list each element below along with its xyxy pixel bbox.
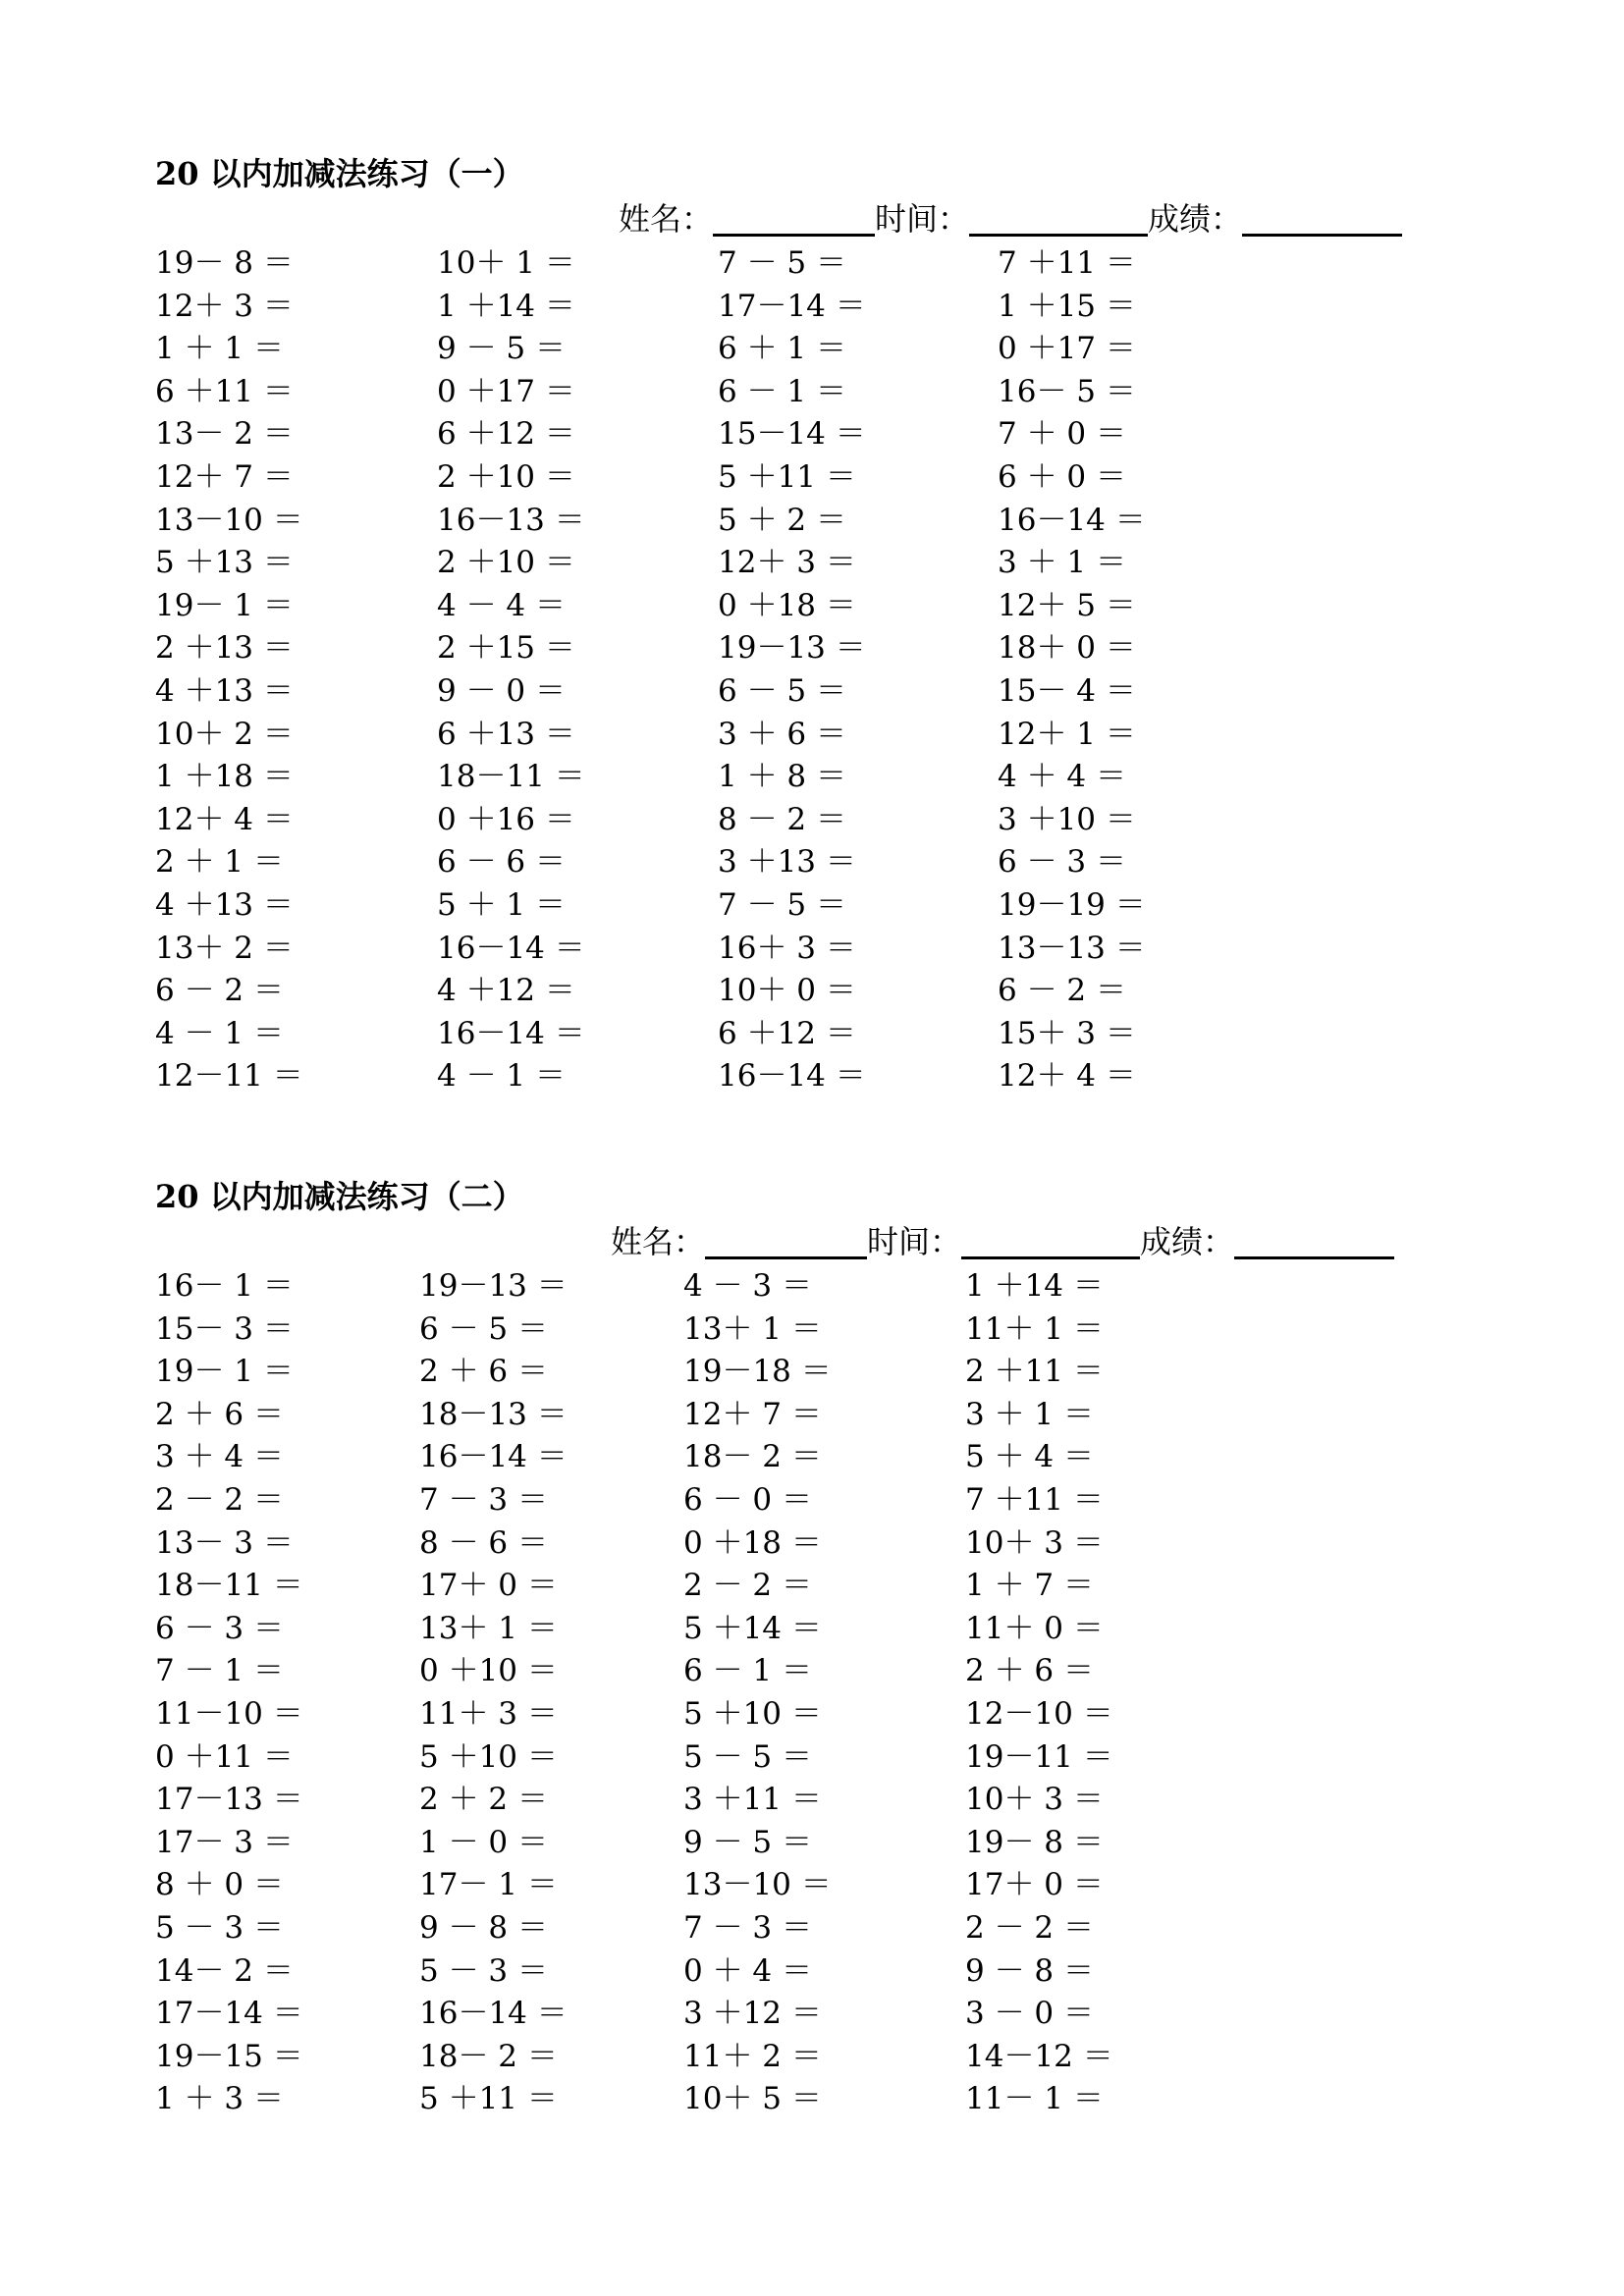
problem-row: [0, 627, 1624, 670]
score-blank[interactable]: [1234, 1223, 1394, 1259]
math-problem: 10＋ 3 ＝: [965, 1524, 1104, 1561]
math-problem: 1 ＋14 ＝: [965, 1268, 1104, 1304]
math-problem: 6 － 1 ＝: [718, 373, 847, 409]
math-problem: 13－10 ＝: [155, 502, 303, 538]
math-problem: 7 － 1 ＝: [155, 1653, 285, 1689]
math-problem: 4 － 4 ＝: [437, 587, 567, 623]
math-problem: 11＋ 3 ＝: [419, 1695, 558, 1732]
problem-row: [0, 1993, 1624, 2036]
math-problem: 16－ 5 ＝: [998, 373, 1136, 409]
problem-row: [0, 542, 1624, 585]
math-problem: 17＋ 0 ＝: [419, 1568, 558, 1604]
math-problem: 16－ 1 ＝: [155, 1268, 294, 1304]
math-problem: 2 － 2 ＝: [155, 1481, 285, 1518]
math-problem: 5 ＋13 ＝: [155, 545, 294, 581]
math-problem: 4 ＋ 4 ＝: [998, 759, 1127, 795]
math-problem: 16－14 ＝: [437, 930, 585, 966]
math-problem: 5 － 3 ＝: [419, 1952, 549, 1989]
math-problem: 1 ＋14 ＝: [437, 288, 575, 324]
math-problem: 6 ＋12 ＝: [437, 416, 575, 453]
math-problem: 3 － 0 ＝: [965, 1996, 1095, 2032]
problem-row: [0, 585, 1624, 628]
problem-row: [0, 1308, 1624, 1352]
problem-row: [0, 1736, 1624, 1780]
math-problem: 1 ＋ 1 ＝: [155, 331, 285, 367]
math-problem: 0 ＋17 ＝: [437, 373, 575, 409]
math-problem: 16－14 ＝: [419, 1996, 568, 2032]
time-blank[interactable]: [961, 1223, 1140, 1259]
problem-row: [0, 1394, 1624, 1437]
problem-row: [0, 714, 1624, 757]
math-problem: 7 － 3 ＝: [419, 1481, 549, 1518]
math-problem: 12＋ 4 ＝: [155, 801, 294, 837]
math-problem: 8 － 6 ＝: [419, 1524, 549, 1561]
math-problem: 13－ 2 ＝: [155, 416, 294, 453]
math-problem: 14－ 2 ＝: [155, 1952, 294, 1989]
math-problem: 3 ＋ 6 ＝: [718, 716, 847, 752]
math-problem: 8 － 2 ＝: [718, 801, 847, 837]
score-blank[interactable]: [1242, 200, 1402, 237]
math-problem: 15－ 3 ＝: [155, 1310, 294, 1347]
problem-grid: [0, 242, 1624, 1098]
math-problem: 1 － 0 ＝: [419, 1824, 549, 1860]
math-problem: 9 － 5 ＝: [437, 331, 567, 367]
math-problem: 7 ＋ 0 ＝: [998, 416, 1127, 453]
math-problem: 6 － 1 ＝: [683, 1653, 813, 1689]
math-problem: 10＋ 0 ＝: [718, 973, 856, 1009]
math-problem: 7 ＋11 ＝: [998, 245, 1136, 281]
math-problem: 18－ 2 ＝: [419, 2038, 558, 2074]
math-problem: 0 ＋11 ＝: [155, 1738, 294, 1775]
math-problem: 0 ＋17 ＝: [998, 331, 1136, 367]
name-blank[interactable]: [713, 200, 875, 237]
time-label: 时间：: [875, 200, 970, 238]
math-problem: 17－14 ＝: [718, 288, 866, 324]
math-problem: 3 ＋ 4 ＝: [155, 1439, 285, 1475]
math-problem: 15－14 ＝: [718, 416, 866, 453]
math-problem: 13＋ 1 ＝: [683, 1310, 822, 1347]
math-problem: 5 ＋14 ＝: [683, 1610, 822, 1646]
math-problem: 5 － 5 ＝: [683, 1738, 813, 1775]
math-problem: 19－11 ＝: [965, 1738, 1113, 1775]
math-problem: 4 － 1 ＝: [155, 1015, 285, 1051]
math-problem: 18－ 2 ＝: [683, 1439, 822, 1475]
problem-row: [0, 841, 1624, 884]
math-problem: 9 － 8 ＝: [419, 1909, 549, 1946]
math-problem: 18－13 ＝: [419, 1396, 568, 1432]
score-label: 成绩：: [1148, 200, 1243, 238]
math-problem: 17－13 ＝: [155, 1782, 303, 1818]
math-problem: 3 ＋ 1 ＝: [998, 545, 1127, 581]
problem-row: [0, 1055, 1624, 1098]
math-problem: 17＋ 0 ＝: [965, 1867, 1104, 1903]
problem-row: [0, 1522, 1624, 1566]
math-problem: 0 ＋10 ＝: [419, 1653, 558, 1689]
problem-row: [0, 456, 1624, 500]
problem-row: [0, 1436, 1624, 1479]
problem-row: [0, 1693, 1624, 1736]
math-problem: 7 ＋11 ＝: [965, 1481, 1104, 1518]
problem-row: [0, 1907, 1624, 1950]
math-problem: 16－13 ＝: [437, 502, 585, 538]
math-problem: 0 ＋18 ＝: [718, 587, 856, 623]
problem-row: [0, 670, 1624, 714]
score-label: 成绩：: [1140, 1223, 1235, 1260]
math-problem: 5 ＋11 ＝: [718, 458, 856, 495]
math-problem: 5 ＋ 4 ＝: [965, 1439, 1095, 1475]
math-problem: 19－13 ＝: [419, 1268, 568, 1304]
problem-row: [0, 2036, 1624, 2079]
problem-row: [0, 884, 1624, 928]
math-problem: 4 － 1 ＝: [437, 1058, 567, 1095]
math-problem: 17－ 3 ＝: [155, 1824, 294, 1860]
math-problem: 6 － 5 ＝: [718, 672, 847, 709]
math-problem: 16－14 ＝: [718, 1058, 866, 1095]
math-problem: 2 ＋15 ＝: [437, 630, 575, 667]
problem-row: [0, 1608, 1624, 1651]
problem-row: [0, 371, 1624, 414]
problem-row: [0, 756, 1624, 799]
name-label: 姓名：: [619, 200, 714, 238]
math-problem: 19－18 ＝: [683, 1354, 832, 1390]
problem-row: [0, 242, 1624, 286]
math-problem: 2 ＋ 6 ＝: [419, 1354, 549, 1390]
math-problem: 1 ＋15 ＝: [998, 288, 1136, 324]
math-problem: 11－ 1 ＝: [965, 2081, 1104, 2117]
math-problem: 12＋ 5 ＝: [998, 587, 1136, 623]
math-problem: 13－13 ＝: [998, 930, 1146, 966]
problem-grid: [0, 1265, 1624, 2121]
problem-row: [0, 1013, 1624, 1056]
math-problem: 16－14 ＝: [437, 1015, 585, 1051]
math-problem: 5 ＋ 1 ＝: [437, 886, 567, 923]
math-problem: 9 － 5 ＝: [683, 1824, 813, 1860]
math-problem: 2 ＋11 ＝: [965, 1354, 1104, 1390]
math-problem: 14－12 ＝: [965, 2038, 1113, 2074]
math-problem: 3 ＋ 1 ＝: [965, 1396, 1095, 1432]
math-problem: 19－13 ＝: [718, 630, 866, 667]
math-problem: 2 ＋10 ＝: [437, 458, 575, 495]
problem-row: [0, 413, 1624, 456]
math-problem: 6 － 2 ＝: [998, 973, 1127, 1009]
math-problem: 6 － 2 ＝: [155, 973, 285, 1009]
math-problem: 15－ 4 ＝: [998, 672, 1136, 709]
math-problem: 11＋ 2 ＝: [683, 2038, 822, 2074]
math-problem: 11＋ 0 ＝: [965, 1610, 1104, 1646]
math-problem: 4 ＋13 ＝: [155, 672, 294, 709]
math-problem: 2 － 2 ＝: [965, 1909, 1095, 1946]
problem-row: [0, 1351, 1624, 1394]
math-problem: 10＋ 1 ＝: [437, 245, 575, 281]
problem-row: [0, 1479, 1624, 1522]
math-problem: 17－14 ＝: [155, 1996, 303, 2032]
math-problem: 10＋ 3 ＝: [965, 1782, 1104, 1818]
math-problem: 2 ＋ 2 ＝: [419, 1782, 549, 1818]
math-problem: 7 － 3 ＝: [683, 1909, 813, 1946]
problem-row: [0, 1265, 1624, 1308]
math-problem: 2 － 2 ＝: [683, 1568, 813, 1604]
math-problem: 12＋ 3 ＝: [718, 545, 856, 581]
problem-row: [0, 970, 1624, 1013]
math-problem: 16－14 ＝: [998, 502, 1146, 538]
math-problem: 3 ＋10 ＝: [998, 801, 1136, 837]
math-problem: 12－11 ＝: [155, 1058, 303, 1095]
math-problem: 0 ＋ 4 ＝: [683, 1952, 813, 1989]
problem-row: [0, 328, 1624, 371]
time-blank[interactable]: [969, 200, 1148, 237]
math-problem: 6 － 3 ＝: [998, 844, 1127, 881]
math-problem: 6 ＋11 ＝: [155, 373, 294, 409]
time-label: 时间：: [867, 1223, 962, 1260]
math-problem: 12＋ 7 ＝: [155, 458, 294, 495]
math-problem: 4 － 3 ＝: [683, 1268, 813, 1304]
math-problem: 18－11 ＝: [155, 1568, 303, 1604]
math-problem: 6 ＋ 1 ＝: [718, 331, 847, 367]
math-problem: 0 ＋16 ＝: [437, 801, 575, 837]
math-problem: 12＋ 1 ＝: [998, 716, 1136, 752]
math-problem: 6 － 3 ＝: [155, 1610, 285, 1646]
problem-row: [0, 1565, 1624, 1608]
math-problem: 12＋ 3 ＝: [155, 288, 294, 324]
math-problem: 3 ＋13 ＝: [718, 844, 856, 881]
problem-row: [0, 1650, 1624, 1693]
math-problem: 1 ＋ 7 ＝: [965, 1568, 1095, 1604]
math-problem: 6 ＋13 ＝: [437, 716, 575, 752]
math-problem: 7 － 5 ＝: [718, 886, 847, 923]
problem-row: [0, 1864, 1624, 1907]
math-problem: 19－ 1 ＝: [155, 1354, 294, 1390]
worksheet-title: 20 以内加减法练习（一）: [155, 155, 524, 192]
problem-row: [0, 928, 1624, 971]
math-problem: 18－11 ＝: [437, 759, 585, 795]
math-problem: 16－14 ＝: [419, 1439, 568, 1475]
math-problem: 19－ 8 ＝: [965, 1824, 1104, 1860]
math-problem: 3 ＋11 ＝: [683, 1782, 822, 1818]
math-problem: 5 ＋10 ＝: [419, 1738, 558, 1775]
math-problem: 15＋ 3 ＝: [998, 1015, 1136, 1051]
math-problem: 11＋ 1 ＝: [965, 1310, 1104, 1347]
math-problem: 1 ＋18 ＝: [155, 759, 294, 795]
problem-row: [0, 799, 1624, 842]
problem-row: [0, 500, 1624, 543]
math-problem: 5 － 3 ＝: [155, 1909, 285, 1946]
math-problem: 10＋ 5 ＝: [683, 2081, 822, 2117]
math-problem: 6 ＋12 ＝: [718, 1015, 856, 1051]
math-problem: 18＋ 0 ＝: [998, 630, 1136, 667]
math-problem: 19－15 ＝: [155, 2038, 303, 2074]
math-problem: 6 － 5 ＝: [419, 1310, 549, 1347]
student-info-line: [619, 197, 1402, 240]
math-problem: 2 ＋10 ＝: [437, 545, 575, 581]
math-problem: 0 ＋18 ＝: [683, 1524, 822, 1561]
math-problem: 9 － 8 ＝: [965, 1952, 1095, 1989]
math-problem: 5 ＋11 ＝: [419, 2081, 558, 2117]
problem-row: [0, 1822, 1624, 1865]
math-problem: 6 ＋ 0 ＝: [998, 458, 1127, 495]
math-problem: 13＋ 2 ＝: [155, 930, 294, 966]
math-problem: 12－10 ＝: [965, 1695, 1113, 1732]
problem-row: [0, 1950, 1624, 1994]
math-problem: 11－10 ＝: [155, 1695, 303, 1732]
math-problem: 12＋ 4 ＝: [998, 1058, 1136, 1095]
math-problem: 7 － 5 ＝: [718, 245, 847, 281]
student-info-line: [611, 1220, 1394, 1263]
math-problem: 2 ＋ 1 ＝: [155, 844, 285, 881]
math-problem: 19－19 ＝: [998, 886, 1146, 923]
math-problem: 13－ 3 ＝: [155, 1524, 294, 1561]
math-problem: 6 － 0 ＝: [683, 1481, 813, 1518]
math-problem: 1 ＋ 8 ＝: [718, 759, 847, 795]
math-problem: 2 ＋ 6 ＝: [965, 1653, 1095, 1689]
math-problem: 4 ＋13 ＝: [155, 886, 294, 923]
math-problem: 5 ＋ 2 ＝: [718, 502, 847, 538]
math-problem: 13＋ 1 ＝: [419, 1610, 558, 1646]
math-problem: 13－10 ＝: [683, 1867, 832, 1903]
problem-row: [0, 286, 1624, 329]
math-problem: 5 ＋10 ＝: [683, 1695, 822, 1732]
name-blank[interactable]: [705, 1223, 867, 1259]
math-problem: 3 ＋12 ＝: [683, 1996, 822, 2032]
math-problem: 8 ＋ 0 ＝: [155, 1867, 285, 1903]
math-problem: 6 － 6 ＝: [437, 844, 567, 881]
worksheet-title: 20 以内加减法练习（二）: [155, 1178, 524, 1215]
math-problem: 19－ 1 ＝: [155, 587, 294, 623]
math-problem: 2 ＋ 6 ＝: [155, 1396, 285, 1432]
name-label: 姓名：: [611, 1223, 706, 1260]
problem-row: [0, 2078, 1624, 2121]
math-problem: 10＋ 2 ＝: [155, 716, 294, 752]
math-problem: 17－ 1 ＝: [419, 1867, 558, 1903]
math-problem: 16＋ 3 ＝: [718, 930, 856, 966]
math-problem: 12＋ 7 ＝: [683, 1396, 822, 1432]
math-problem: 2 ＋13 ＝: [155, 630, 294, 667]
math-problem: 1 ＋ 3 ＝: [155, 2081, 285, 2117]
math-problem: 9 － 0 ＝: [437, 672, 567, 709]
problem-row: [0, 1779, 1624, 1822]
math-problem: 4 ＋12 ＝: [437, 973, 575, 1009]
math-problem: 19－ 8 ＝: [155, 245, 294, 281]
